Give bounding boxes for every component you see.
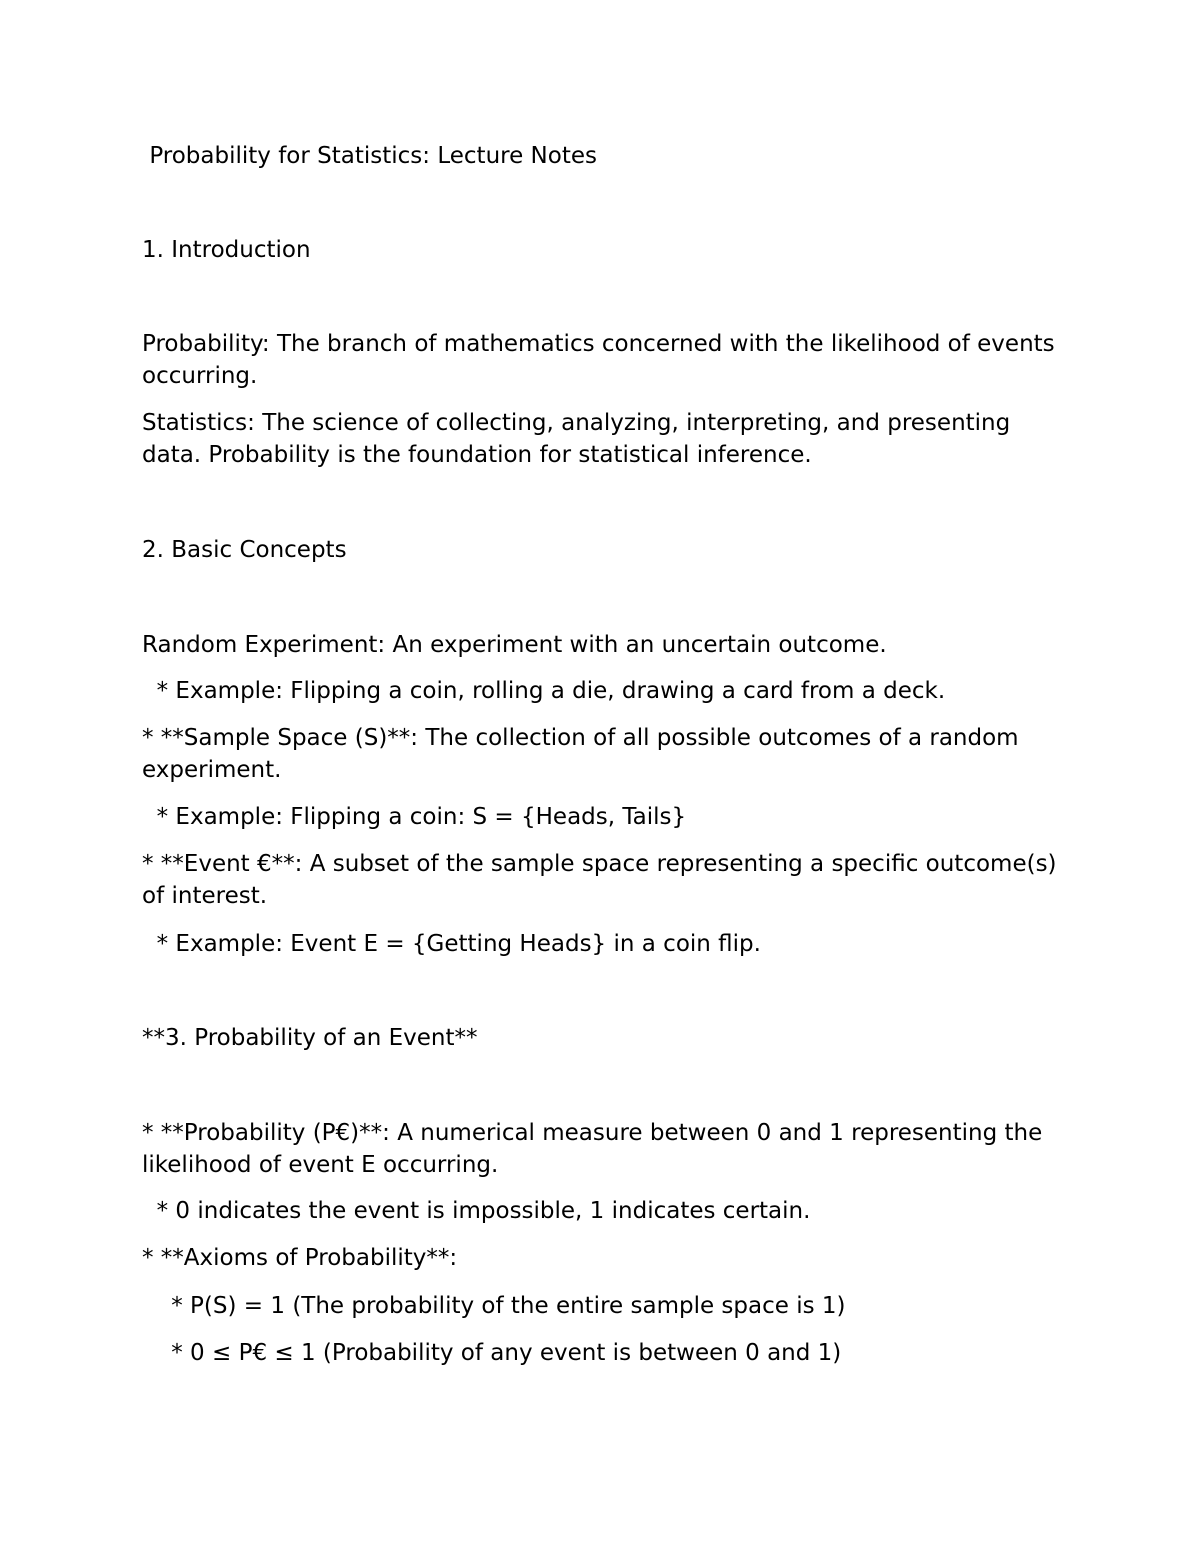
section-heading-probability-of-event: **3. Probability of an Event** <box>142 1025 478 1051</box>
section-heading-basic-concepts: 2. Basic Concepts <box>142 537 347 563</box>
document-title: Probability for Statistics: Lecture Notes <box>142 143 597 169</box>
paragraph-probability-measure: * **Probability (P€)**: A numerical measure between 0 and 1 representing the likelihood of event E occurring. <box>142 1120 1050 1178</box>
paragraph-sample-space: * **Sample Space (S)**: The collection of all possible outcomes of a random experiment. <box>142 725 1026 783</box>
paragraph-axiom-range: * 0 ≤ P€ ≤ 1 (Probability of any event is between 0 and 1) <box>142 1340 842 1366</box>
paragraph-probability-definition: Probability: The branch of mathematics concerned with the likelihood of events occurring. <box>142 331 1062 389</box>
section-heading-introduction: 1. Introduction <box>142 237 311 263</box>
paragraph-event: * **Event €**: A subset of the sample space representing a specific outcome(s) of interest. <box>142 851 1064 909</box>
paragraph-statistics-definition: Statistics: The science of collecting, analyzing, interpreting, and presenting data. Probability is the foundation for statistical inference. <box>142 410 1018 468</box>
paragraph-example-sample-space: * Example: Flipping a coin: S = {Heads, Tails} <box>142 804 687 830</box>
paragraph-example-event: * Example: Event E = {Getting Heads} in a coin flip. <box>142 931 761 957</box>
paragraph-axiom-sample-space: * P(S) = 1 (The probability of the entire sample space is 1) <box>142 1293 846 1319</box>
paragraph-impossible-certain: * 0 indicates the event is impossible, 1 indicates certain. <box>142 1198 811 1224</box>
paragraph-axioms-heading: * **Axioms of Probability**: <box>142 1245 458 1271</box>
paragraph-example-random-experiment: * Example: Flipping a coin, rolling a die, drawing a card from a deck. <box>142 678 946 704</box>
paragraph-random-experiment: Random Experiment: An experiment with an uncertain outcome. <box>142 632 887 658</box>
